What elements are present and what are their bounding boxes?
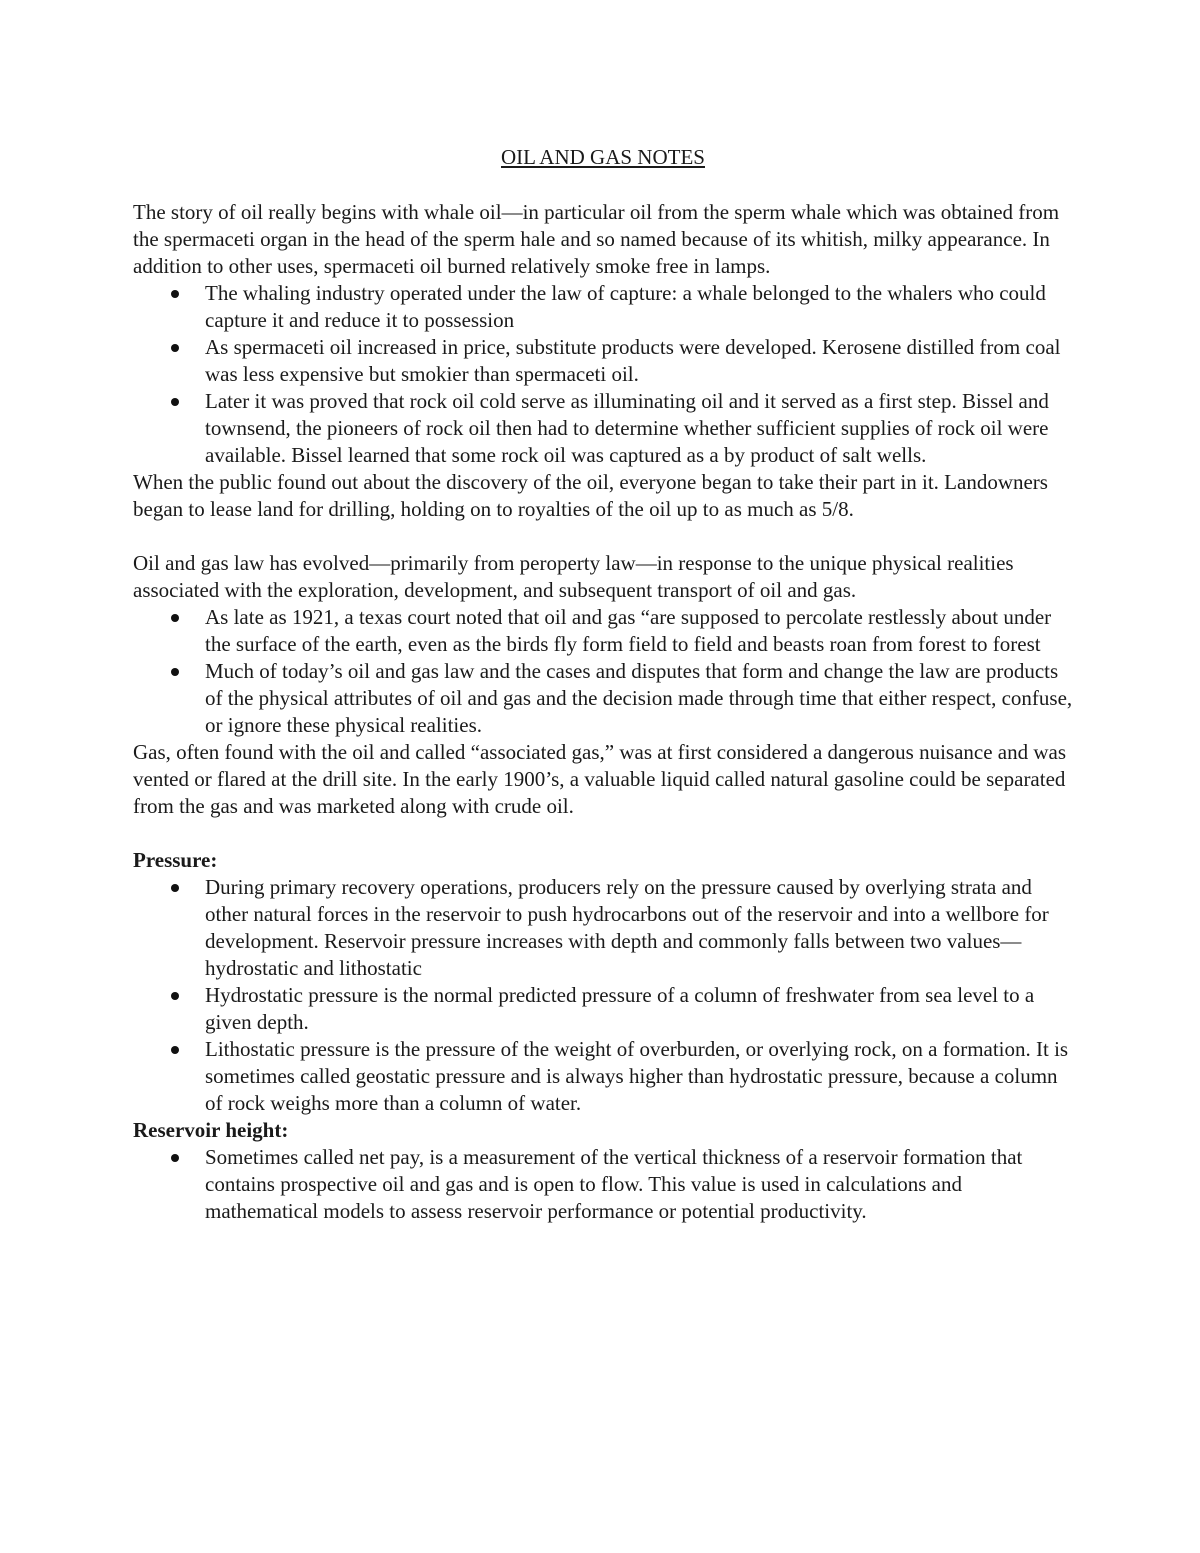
bullet-icon <box>171 614 179 622</box>
list-item <box>133 1144 1073 1225</box>
oil-gas-law-bullet-list <box>133 604 1073 739</box>
list-item-text: Much of today’s oil and gas law and the cases and disputes that form and change the law are products of the physical attributes of oil and gas and the decision made through time that either respect, confuse, or ignore these physical realities. <box>205 659 1073 737</box>
list-item <box>133 604 1073 658</box>
list-item <box>133 874 1073 982</box>
bullet-icon <box>171 668 179 676</box>
associated-gas-paragraph: Gas, often found with the oil and called “associated gas,” was at first considered a dangerous nuisance and was vented or flared at the drill site. In the early 1900’s, a valuable liquid called natural gasoline could be separated from the gas and was marketed along with crude oil. <box>133 740 1067 818</box>
bullet-icon <box>171 344 179 352</box>
document-page <box>133 144 1073 1225</box>
whale-oil-bullet-list <box>133 280 1073 469</box>
reservoir-bullet-list <box>133 1144 1073 1225</box>
bullet-icon <box>171 1154 179 1162</box>
list-item <box>133 658 1073 739</box>
list-item <box>133 334 1073 388</box>
bullet-icon <box>171 398 179 406</box>
list-item <box>133 1036 1073 1117</box>
list-item <box>133 388 1073 469</box>
list-item-text: Hydrostatic pressure is the normal predicted pressure of a column of freshwater from sea level to a given depth. <box>205 983 1035 1034</box>
list-item-text: As spermaceti oil increased in price, substitute products were developed. Kerosene distilled from coal was less expensive but smokier than spermaceti oil. <box>205 335 1061 386</box>
bullet-icon <box>171 992 179 1000</box>
list-item-text: During primary recovery operations, producers rely on the pressure caused by overlying strata and other natural forces in the reservoir to push hydrocarbons out of the reservoir and into a wellbore for development. Reservoir pressure increases with depth and commonly falls between two values—hydrostatic and lithostatic <box>205 875 1049 980</box>
list-item <box>133 280 1073 334</box>
list-item-text: Sometimes called net pay, is a measurement of the vertical thickness of a reservoir formation that contains prospective oil and gas and is open to flow. This value is used in calculations and mathematical models to assess reservoir performance or potential productivity. <box>205 1145 1023 1223</box>
oil-gas-law-intro: Oil and gas law has evolved—primarily from peroperty law—in response to the unique physical realities associated with the exploration, development, and subsequent transport of oil and gas. <box>133 551 1014 602</box>
pressure-bullet-list <box>133 874 1073 1117</box>
spacer <box>133 523 1073 550</box>
bullet-icon <box>171 1046 179 1054</box>
spacer <box>133 820 1073 847</box>
page-title: OIL AND GAS NOTES <box>501 145 705 169</box>
list-item <box>133 982 1073 1036</box>
list-item-text: As late as 1921, a texas court noted that oil and gas “are supposed to percolate restlessly about under the surface of the earth, even as the birds fly form field to field and beasts roan from forest to forest <box>205 605 1052 656</box>
discovery-paragraph: When the public found out about the discovery of the oil, everyone began to take their part in it. Landowners began to lease land for drilling, holding on to royalties of the oil up to as much as 5/8. <box>133 470 1048 521</box>
bullet-icon <box>171 290 179 298</box>
list-item-text: Later it was proved that rock oil cold serve as illuminating oil and it served as a first step. Bissel and townsend, the pioneers of rock oil then had to determine whether sufficient supplies of rock oil were available. Bissel learned that some rock oil was captured as a by product of salt wells. <box>205 389 1049 467</box>
pressure-heading: Pressure: <box>133 848 218 872</box>
reservoir-height-heading: Reservoir height: <box>133 1118 289 1142</box>
list-item-text: Lithostatic pressure is the pressure of the weight of overburden, or overlying rock, on a formation. It is sometimes called geostatic pressure and is always higher than hydrostatic pressure, because a column of rock weighs more than a column of water. <box>205 1037 1069 1115</box>
list-item-text: The whaling industry operated under the law of capture: a whale belonged to the whalers who could capture it and reduce it to possession <box>205 281 1046 332</box>
whale-oil-intro: The story of oil really begins with whale oil—in particular oil from the sperm whale which was obtained from the spermaceti organ in the head of the sperm hale and so named because of its whitish, milky appearance. In addition to other uses, spermaceti oil burned relatively smoke free in lamps. <box>133 200 1060 278</box>
bullet-icon <box>171 884 179 892</box>
